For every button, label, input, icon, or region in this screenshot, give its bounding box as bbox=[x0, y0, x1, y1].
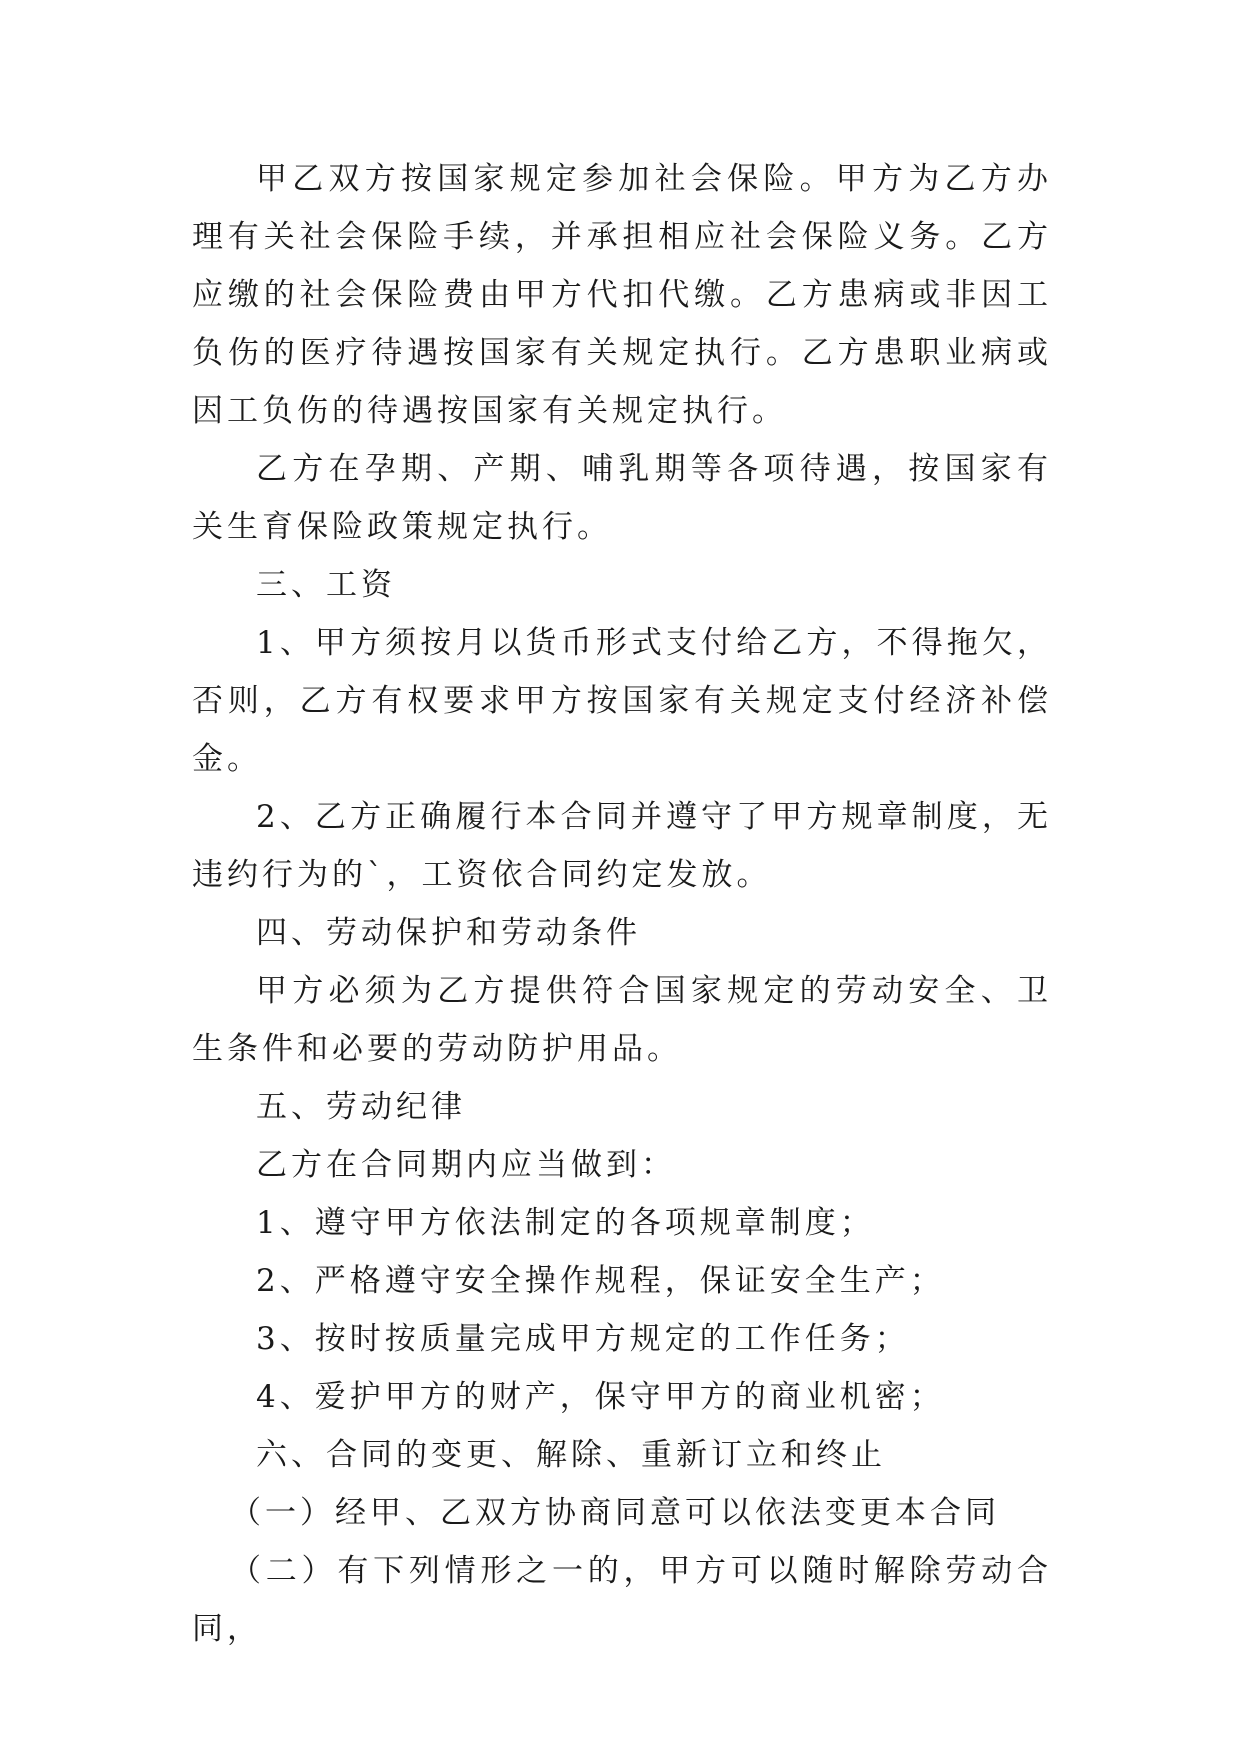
paragraph-wage-item-1: 1、甲方须按月以货币形式支付给乙方，不得拖欠，否则，乙方有权要求甲方按国家有关规定支付经济补偿金。 bbox=[192, 625, 1052, 777]
paragraph-labor-protection: 甲方必须为乙方提供符合国家规定的劳动安全、卫生条件和必要的劳动防护用品。 bbox=[192, 973, 1052, 1067]
section-heading-wages: 三、工资 bbox=[256, 567, 396, 603]
paragraph-maternity-benefits: 乙方在孕期、产期、哺乳期等各项待遇，按国家有关生育保险政策规定执行。 bbox=[192, 451, 1052, 545]
paragraph-wage-item-2: 2、乙方正确履行本合同并遵守了甲方规章制度，无违约行为的`，工资依合同约定发放。 bbox=[192, 799, 1052, 893]
paragraph-discipline-item-3: 3、按时按质量完成甲方规定的工作任务； bbox=[256, 1321, 910, 1357]
section-heading-labor-discipline: 五、劳动纪律 bbox=[256, 1089, 466, 1125]
paragraph-discipline-item-1: 1、遵守甲方依法制定的各项规章制度； bbox=[256, 1205, 875, 1241]
paragraph-discipline-intro: 乙方在合同期内应当做到： bbox=[256, 1147, 676, 1183]
paragraph-contract-change-2: （二）有下列情形之一的，甲方可以随时解除劳动合同， bbox=[192, 1553, 1052, 1647]
paragraph-discipline-item-2: 2、严格遵守安全操作规程，保证安全生产； bbox=[256, 1263, 945, 1299]
paragraph-social-insurance: 甲乙双方按国家规定参加社会保险。甲方为乙方办理有关社会保险手续，并承担相应社会保险义务。乙方应缴的社会保险费由甲方代扣代缴。乙方患病或非因工负伤的医疗待遇按国家有关规定执行。乙方患职业病或因工负伤的待遇按国家有关规定执行。 bbox=[192, 161, 1052, 429]
paragraph-contract-change-1: （一）经甲、乙双方协商同意可以依法变更本合同 bbox=[230, 1495, 1000, 1531]
paragraph-discipline-item-4: 4、爱护甲方的财产，保守甲方的商业机密； bbox=[256, 1379, 945, 1415]
section-heading-labor-protection: 四、劳动保护和劳动条件 bbox=[256, 915, 641, 951]
section-heading-contract-changes: 六、合同的变更、解除、重新订立和终止 bbox=[256, 1437, 886, 1473]
document-body bbox=[192, 150, 1052, 1658]
